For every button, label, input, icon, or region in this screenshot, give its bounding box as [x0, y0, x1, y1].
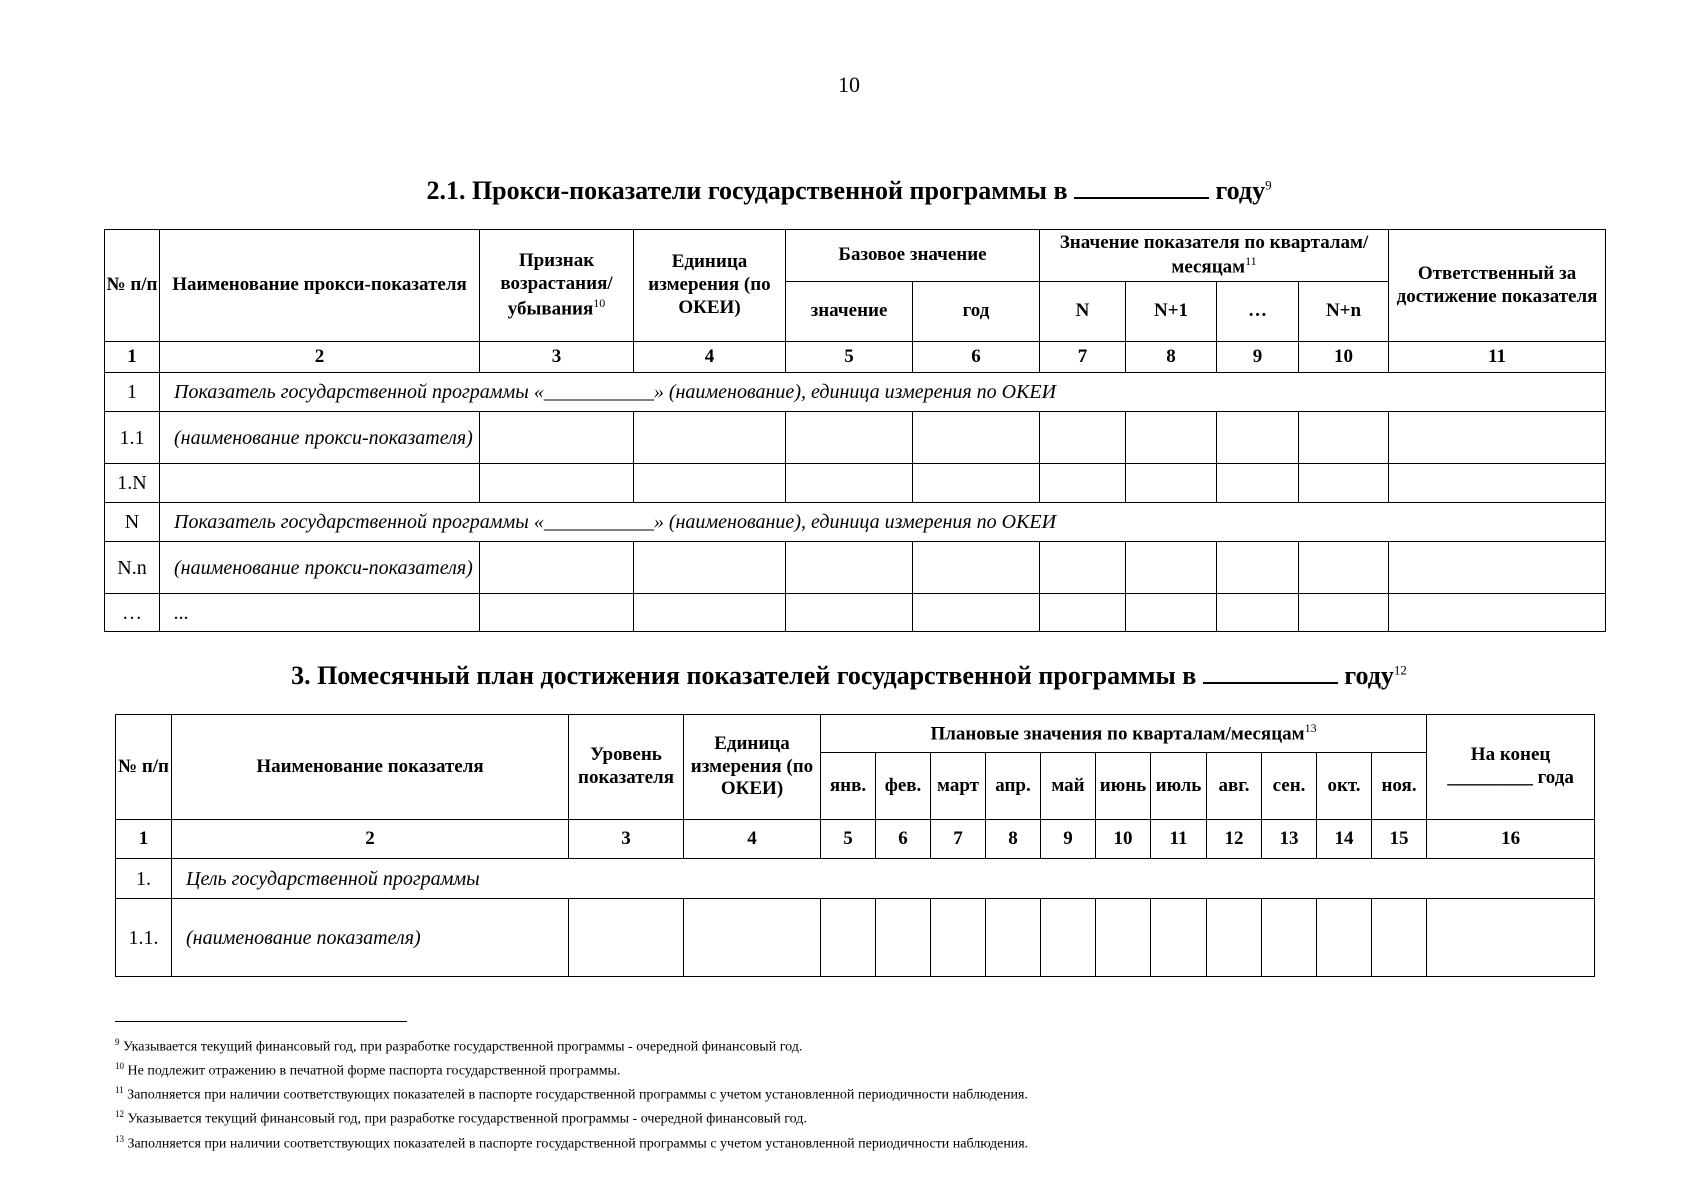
empty-cell: [786, 594, 913, 632]
footnote: [115, 1033, 1575, 1057]
empty-cell: [786, 542, 913, 594]
title-text-year: году: [1344, 661, 1394, 690]
header-period: N+n: [1299, 282, 1389, 342]
header-end-year-line: [1427, 767, 1594, 790]
header-sign: [480, 230, 634, 342]
footnote-divider: [115, 1021, 407, 1022]
header-unit: Единица измерения (по ОКЕИ): [634, 230, 786, 342]
footnote-text: Указывается текущий финансовый год, при разработке государственной программы - очередной финансовый год.: [123, 1039, 803, 1055]
empty-cell: [634, 412, 786, 464]
column-number: 6: [913, 342, 1040, 373]
empty-cell: [480, 464, 634, 503]
year-blank: _________: [1447, 767, 1533, 788]
proxy-indicator-name: (наименование прокси-показателя): [160, 412, 480, 464]
header-month: янв.: [821, 753, 876, 820]
footnote-mark: 10: [115, 1061, 124, 1072]
empty-cell: [1389, 464, 1606, 503]
header-quarters: [1040, 230, 1389, 282]
header-month: ноя.: [1372, 753, 1427, 820]
row-number: 1: [105, 373, 160, 412]
header-month: июнь: [1096, 753, 1151, 820]
column-number: 2: [172, 820, 569, 859]
header-end-of-year: [1427, 715, 1595, 820]
column-number: 1: [116, 820, 172, 859]
table-row: [105, 373, 1606, 412]
empty-cell: [1217, 464, 1299, 503]
footnote-mark: 12: [115, 1109, 124, 1120]
header-period: N: [1040, 282, 1126, 342]
header-quarters-text: Значение показателя по кварталам/месяцам: [1059, 231, 1369, 278]
footnote-mark: 9: [115, 1037, 120, 1047]
empty-cell: [1299, 594, 1389, 632]
column-number: 10: [1299, 342, 1389, 373]
footnote: [115, 1130, 1575, 1154]
goal-name: Цель государственной программы: [172, 859, 1595, 899]
column-number: 9: [1217, 342, 1299, 373]
empty-cell: [1041, 899, 1096, 977]
proxy-indicator-name: ...: [160, 594, 480, 632]
section-title-monthly-plan: [0, 661, 1698, 691]
empty-cell: [684, 899, 821, 977]
empty-cell: [1217, 542, 1299, 594]
footnote-text: Заполняется при наличии соответствующих показателей в паспорте государственной программы с учетом установленной периодичности наблюдения.: [127, 1087, 1028, 1103]
table-row: [105, 594, 1606, 632]
empty-cell: [1299, 464, 1389, 503]
empty-cell: [1126, 412, 1217, 464]
empty-cell: [569, 899, 684, 977]
indicator-name: Показатель государственной программы «___________» (наименование), единица измерения по ОКЕИ: [160, 373, 1606, 412]
column-number: 6: [876, 820, 931, 859]
footnote-text: Указывается текущий финансовый год, при разработке государственной программы - очередной финансовый год.: [127, 1112, 807, 1128]
footnote-mark: 13: [115, 1133, 124, 1144]
header-base-value: Базовое значение: [786, 230, 1040, 282]
empty-cell: [1151, 899, 1207, 977]
header-proxy-name: Наименование прокси-показателя: [160, 230, 480, 342]
footnote-ref: 11: [1245, 254, 1257, 269]
empty-cell: [1040, 412, 1126, 464]
header-sign-text: Признак возрастания/ убывания: [500, 250, 613, 320]
row-number: N: [105, 503, 160, 542]
empty-cell: [913, 412, 1040, 464]
year-blank: [1203, 662, 1338, 684]
column-number: 12: [1207, 820, 1262, 859]
footnotes: [115, 1033, 1575, 1154]
header-month: фев.: [876, 753, 931, 820]
header-month: апр.: [986, 753, 1041, 820]
footnote: [115, 1105, 1575, 1129]
title-text: 3. Помесячный план достижения показателей государственной программы в: [291, 661, 1197, 690]
header-responsible: Ответственный за достижение показателя: [1389, 230, 1606, 342]
header-base-value-value: значение: [786, 282, 913, 342]
title-text-year: году: [1215, 176, 1266, 205]
empty-cell: [480, 542, 634, 594]
row-number: 1.N: [105, 464, 160, 503]
column-numbers-row: [116, 820, 1595, 859]
column-number: 13: [1262, 820, 1317, 859]
empty-cell: [634, 542, 786, 594]
empty-cell: [913, 464, 1040, 503]
empty-cell: [1217, 412, 1299, 464]
empty-cell: [1389, 542, 1606, 594]
header-indicator-name: Наименование показателя: [172, 715, 569, 820]
table-row: [105, 464, 1606, 503]
footnote: [115, 1081, 1575, 1105]
empty-cell: [1389, 412, 1606, 464]
header-month: авг.: [1207, 753, 1262, 820]
empty-cell: [986, 899, 1041, 977]
header-month: май: [1041, 753, 1096, 820]
footnote: [115, 1057, 1575, 1081]
empty-cell: [1299, 542, 1389, 594]
empty-cell: [1427, 899, 1595, 977]
header-num: № п/п: [105, 230, 160, 342]
indicator-name: (наименование показателя): [172, 899, 569, 977]
empty-cell: [1040, 542, 1126, 594]
header-month: июль: [1151, 753, 1207, 820]
column-number: 14: [1317, 820, 1372, 859]
empty-cell: [480, 412, 634, 464]
row-number: 1.: [116, 859, 172, 899]
empty-cell: [1389, 594, 1606, 632]
proxy-indicators-table: [104, 229, 1606, 632]
column-number: 4: [634, 342, 786, 373]
empty-cell: [1262, 899, 1317, 977]
section-title-proxy-indicators: [0, 176, 1698, 206]
header-level: Уровень показателя: [569, 715, 684, 820]
header-num: № п/п: [116, 715, 172, 820]
column-number: 9: [1041, 820, 1096, 859]
table-row: [116, 859, 1595, 899]
proxy-indicator-name: [160, 464, 480, 503]
column-number: 5: [786, 342, 913, 373]
footnote-ref: 10: [593, 295, 606, 310]
row-number: N.n: [105, 542, 160, 594]
empty-cell: [1299, 412, 1389, 464]
empty-cell: [1040, 594, 1126, 632]
column-number: 1: [105, 342, 160, 373]
monthly-plan-table: [115, 714, 1595, 977]
footnote-ref: 9: [1265, 177, 1272, 193]
page-number: 10: [838, 72, 860, 97]
header-base-value-year: год: [913, 282, 1040, 342]
column-number: 11: [1389, 342, 1606, 373]
column-number: 7: [931, 820, 986, 859]
empty-cell: [1217, 594, 1299, 632]
empty-cell: [913, 542, 1040, 594]
empty-cell: [1317, 899, 1372, 977]
footnote-text: Заполняется при наличии соответствующих показателей в паспорте государственной программы с учетом установленной периодичности наблюдения.: [127, 1136, 1029, 1152]
empty-cell: [913, 594, 1040, 632]
footnote-ref: 13: [1304, 720, 1317, 735]
row-number: …: [105, 594, 160, 632]
header-unit: Единица измерения (по ОКЕИ): [684, 715, 821, 820]
row-number: 1.1.: [116, 899, 172, 977]
column-number: 4: [684, 820, 821, 859]
footnote-mark: 11: [115, 1085, 124, 1096]
empty-cell: [1126, 594, 1217, 632]
empty-cell: [931, 899, 986, 977]
empty-cell: [480, 594, 634, 632]
header-period: …: [1217, 282, 1299, 342]
column-number: 11: [1151, 820, 1207, 859]
header-month: окт.: [1317, 753, 1372, 820]
column-number: 15: [1372, 820, 1427, 859]
header-end-text: На конец: [1470, 744, 1551, 766]
table-row: [105, 503, 1606, 542]
header-period: N+1: [1126, 282, 1217, 342]
year-blank: [1074, 177, 1209, 199]
empty-cell: [821, 899, 876, 977]
empty-cell: [1372, 899, 1427, 977]
empty-cell: [786, 464, 913, 503]
empty-cell: [1126, 464, 1217, 503]
table-row: [105, 542, 1606, 594]
footnote-text: Не подлежит отражению в печатной форме паспорта государственной программы.: [127, 1063, 621, 1079]
column-number: 10: [1096, 820, 1151, 859]
empty-cell: [1040, 464, 1126, 503]
empty-cell: [634, 464, 786, 503]
column-number: 2: [160, 342, 480, 373]
empty-cell: [876, 899, 931, 977]
proxy-indicator-name: (наименование прокси-показателя): [160, 542, 480, 594]
footnote-ref: 12: [1393, 662, 1407, 678]
header-plan-text: Плановые значения по кварталам/месяцам: [930, 723, 1305, 745]
indicator-name: Показатель государственной программы «___________» (наименование), единица измерения по ОКЕИ: [160, 503, 1606, 542]
column-number: 16: [1427, 820, 1595, 859]
header-month: март: [931, 753, 986, 820]
column-number: 8: [986, 820, 1041, 859]
column-numbers-row: [105, 342, 1606, 373]
empty-cell: [1126, 542, 1217, 594]
empty-cell: [786, 412, 913, 464]
header-plan-values: [821, 715, 1427, 753]
empty-cell: [1207, 899, 1262, 977]
title-text: 2.1. Прокси-показатели государственной программы в: [426, 176, 1068, 205]
row-number: 1.1: [105, 412, 160, 464]
column-number: 3: [480, 342, 634, 373]
header-end-year-text: года: [1537, 767, 1574, 788]
header-month: сен.: [1262, 753, 1317, 820]
empty-cell: [634, 594, 786, 632]
column-number: 8: [1126, 342, 1217, 373]
empty-cell: [1096, 899, 1151, 977]
column-number: 5: [821, 820, 876, 859]
column-number: 3: [569, 820, 684, 859]
table-row: [105, 412, 1606, 464]
column-number: 7: [1040, 342, 1126, 373]
table-row: [116, 899, 1595, 977]
